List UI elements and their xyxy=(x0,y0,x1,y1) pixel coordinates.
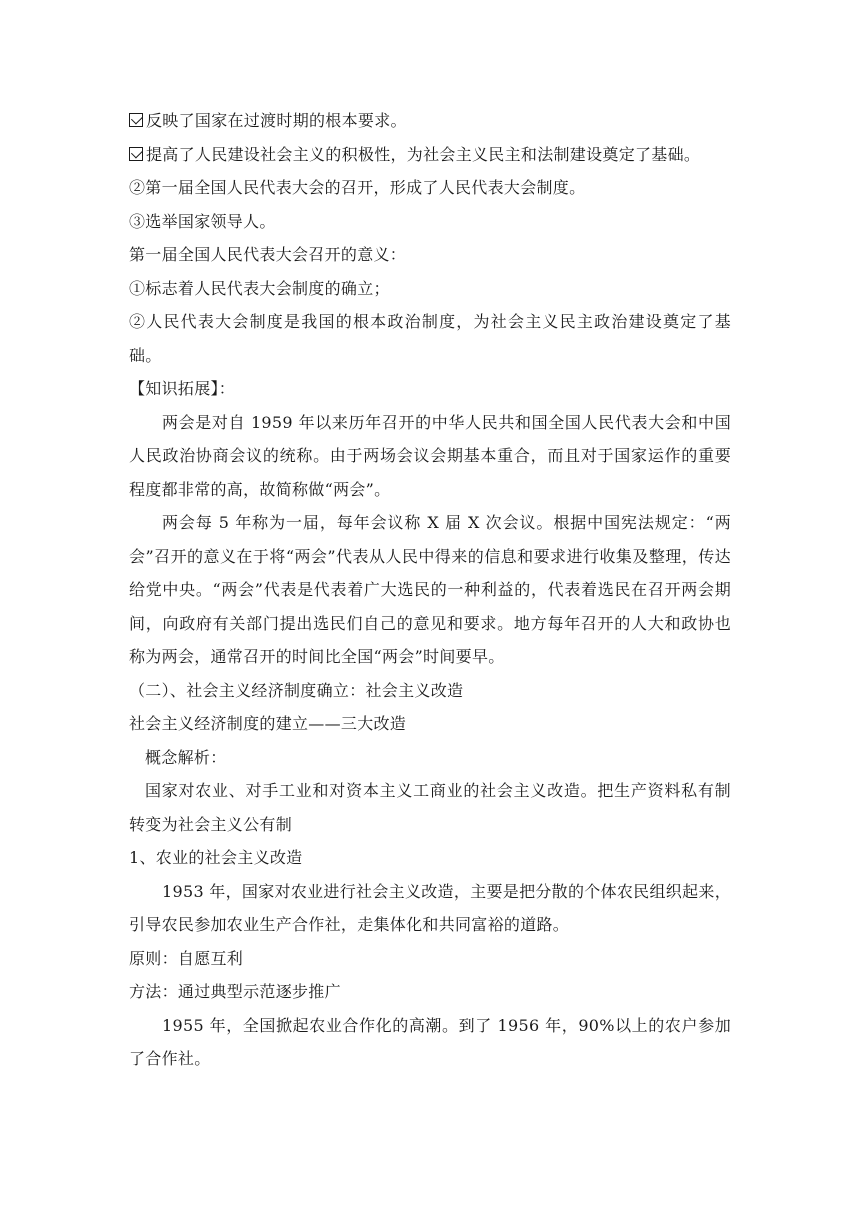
check-item xyxy=(129,138,731,172)
check-item xyxy=(129,104,731,138)
extension-paragraph-1: 两会是对自 1959 年以来历年召开的中华人民共和国全国人民代表大会和中国人民政治协商会议的统称。由于两场会议会期基本重合，而且对于国家运作的重要程度都非常的高，故简称做“两会”。 xyxy=(129,412,731,499)
concept-heading: 概念解析： xyxy=(145,747,227,767)
checkbox-icon xyxy=(129,113,143,127)
checkbox-icon xyxy=(129,147,143,161)
congress-point-2: ②第一届全国人民代表大会的召开，形成了人民代表大会制度。 xyxy=(129,178,586,197)
check-item-text: 反映了国家在过渡时期的根本要求。 xyxy=(146,111,407,130)
agriculture-heading: 1、农业的社会主义改造 xyxy=(129,848,303,867)
check-item-text: 提高了人民建设社会主义的积极性，为社会主义民主和法制建设奠定了基础。 xyxy=(146,144,701,164)
extension-paragraph-2: 两会每 5 年称为一届，每年会议称 X 届 X 次会议。根据中国宪法规定：“两会”召开的意义在于将“两会”代表从人民中得来的信息和要求进行收集及整理，传达给党中央。“两会”代表是代表着广大选民的一种利益的，代表着选民在召开两会期间，向政府有关部门提出选民们自己的意见和要求。地方每年召开的人大和政协也称为两会，通常召开的时间比全国“两会”时间要早。 xyxy=(129,513,731,666)
congress-point-3: ③选举国家领导人。 xyxy=(129,211,276,231)
extension-heading: 【知识拓展】： xyxy=(129,379,236,398)
agriculture-paragraph-2: 1955 年，全国掀起农业合作化的高潮。到了 1956 年，90%以上的农户参加了合作社。 xyxy=(129,1015,731,1068)
principle-line: 原则：自愿互利 xyxy=(129,948,244,968)
method-line: 方法：通过典型示范逐步推广 xyxy=(129,982,341,1001)
significance-item-2: ②人民代表大会制度是我国的根本政治制度，为社会主义民主政治建设奠定了基础。 xyxy=(129,312,731,365)
agriculture-paragraph-1: 1953 年，国家对农业进行社会主义改造，主要是把分散的个体农民组织起来，引导农民参加农业生产合作社，走集体化和共同富裕的道路。 xyxy=(129,881,731,934)
section-2-heading: （二）、社会主义经济制度确立：社会主义改造 xyxy=(129,680,464,700)
significance-item-1: ①标志着人民代表大会制度的确立； xyxy=(129,278,390,298)
section-2-subheading: 社会主义经济制度的建立——三大改造 xyxy=(129,714,407,733)
document-body xyxy=(129,104,731,1076)
concept-text: 国家对农业、对手工业和对资本主义工商业的社会主义改造。把生产资料私有制转变为社会主义公有制 xyxy=(129,781,731,834)
significance-heading: 第一届全国人民代表大会召开的意义： xyxy=(129,245,407,264)
